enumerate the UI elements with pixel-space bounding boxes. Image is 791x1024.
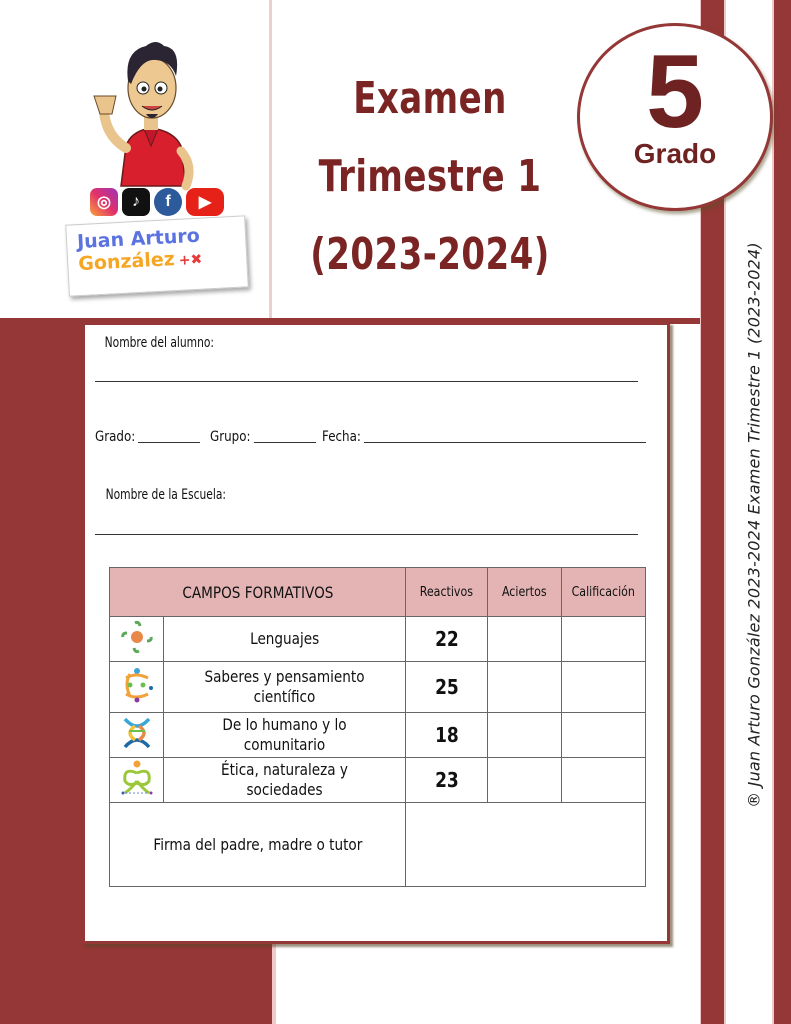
title-line-1: Examen — [353, 73, 507, 124]
tiktok-glyph: ♪ — [132, 193, 140, 210]
reactivos-value-text: 22 — [434, 627, 459, 651]
calificacion-input[interactable] — [562, 617, 646, 662]
aciertos-input[interactable] — [488, 713, 562, 758]
reactivos-value-text: 23 — [434, 768, 459, 792]
date-field-label: Fecha: — [322, 429, 361, 445]
table-header-row — [110, 568, 646, 617]
school-name-input[interactable] — [95, 534, 638, 535]
instagram-glyph: ◎ — [97, 194, 111, 211]
student-name-label-text: Nombre del alumno: — [104, 335, 215, 351]
author-brand-card — [65, 215, 249, 296]
saberes-icon — [110, 662, 164, 713]
decorative-stripe-right — [772, 0, 791, 1024]
group-input[interactable] — [254, 429, 316, 443]
side-copyright-text — [736, 210, 772, 840]
left-block-edge — [272, 940, 276, 1024]
table-row — [110, 758, 646, 803]
author-first-name: Juan Arturo — [76, 224, 201, 254]
title-line-3: (2023-2024) — [310, 229, 550, 280]
youtube-glyph: ▶ — [198, 194, 212, 211]
header-campos-text: CAMPOS FORMATIVOS — [181, 582, 334, 602]
plus-decoration-icon: +✖ — [178, 251, 203, 269]
grade-number: 5 — [646, 34, 704, 150]
reactivos-value — [406, 662, 488, 713]
youtube-icon[interactable] — [186, 188, 224, 216]
header-campos — [110, 568, 406, 617]
exam-title — [290, 60, 570, 294]
signature-row — [110, 803, 646, 887]
signature-field[interactable] — [406, 803, 646, 887]
table-row — [110, 617, 646, 662]
etica-icon — [110, 758, 164, 803]
reactivos-value — [406, 617, 488, 662]
author-last-name-text: González — [77, 248, 176, 276]
table-row — [110, 713, 646, 758]
school-name-label-text: Nombre de la Escuela: — [105, 487, 227, 503]
group-field-label: Grupo: — [210, 429, 251, 445]
reactivos-value — [406, 713, 488, 758]
campo-name — [164, 662, 406, 713]
mascot-illustration-icon — [86, 36, 216, 196]
grade-badge — [577, 23, 773, 211]
grade-label: Grado — [633, 138, 717, 169]
reactivos-value-text: 18 — [434, 723, 459, 747]
facebook-glyph: f — [165, 193, 171, 210]
header-reactivos — [406, 568, 488, 617]
calificacion-input[interactable] — [562, 713, 646, 758]
campo-name-text: Saberes y pensamiento científico — [204, 667, 365, 706]
table-row — [110, 662, 646, 713]
header-calificacion-text: Calificación — [571, 584, 636, 600]
header-aciertos-text: Aciertos — [502, 584, 547, 600]
header-reactivos-text: Reactivos — [419, 584, 474, 600]
campo-name — [164, 758, 406, 803]
school-name-label — [95, 487, 237, 503]
student-name-input[interactable] — [95, 381, 638, 382]
side-copyright-label: ® Juan Arturo González 2023-2024 Examen Trimestre 1 (2023-2024) — [744, 242, 764, 808]
signature-label-text: Firma del padre, madre o tutor — [153, 834, 362, 854]
campo-name — [164, 713, 406, 758]
lenguajes-icon — [110, 617, 164, 662]
campo-name — [164, 617, 406, 662]
reactivos-value — [406, 758, 488, 803]
aciertos-input[interactable] — [488, 758, 562, 803]
date-input[interactable] — [364, 429, 646, 443]
facebook-icon[interactable] — [154, 188, 182, 216]
grade-group-date-row — [95, 429, 650, 445]
campo-name-text: Ética, naturaleza y sociedades — [221, 760, 348, 799]
humano-icon — [110, 713, 164, 758]
aciertos-input[interactable] — [488, 617, 562, 662]
header-aciertos — [488, 568, 562, 617]
social-icons-row — [90, 188, 224, 216]
student-form-card — [82, 322, 670, 944]
campo-name-text: Lenguajes — [249, 629, 320, 648]
tiktok-icon[interactable] — [122, 188, 150, 216]
campos-formativos-table — [109, 567, 646, 887]
aciertos-input[interactable] — [488, 662, 562, 713]
campo-name-text: De lo humano y lo comunitario — [222, 715, 347, 754]
grade-input[interactable] — [138, 429, 200, 443]
calificacion-input[interactable] — [562, 662, 646, 713]
reactivos-value-text: 25 — [434, 675, 459, 699]
calificacion-input[interactable] — [562, 758, 646, 803]
header-calificacion — [562, 568, 646, 617]
title-line-2: Trimestre 1 — [318, 151, 542, 202]
instagram-icon[interactable] — [90, 188, 118, 216]
student-name-label — [95, 335, 224, 351]
grade-field-label: Grado: — [95, 429, 136, 445]
signature-label — [110, 803, 406, 887]
